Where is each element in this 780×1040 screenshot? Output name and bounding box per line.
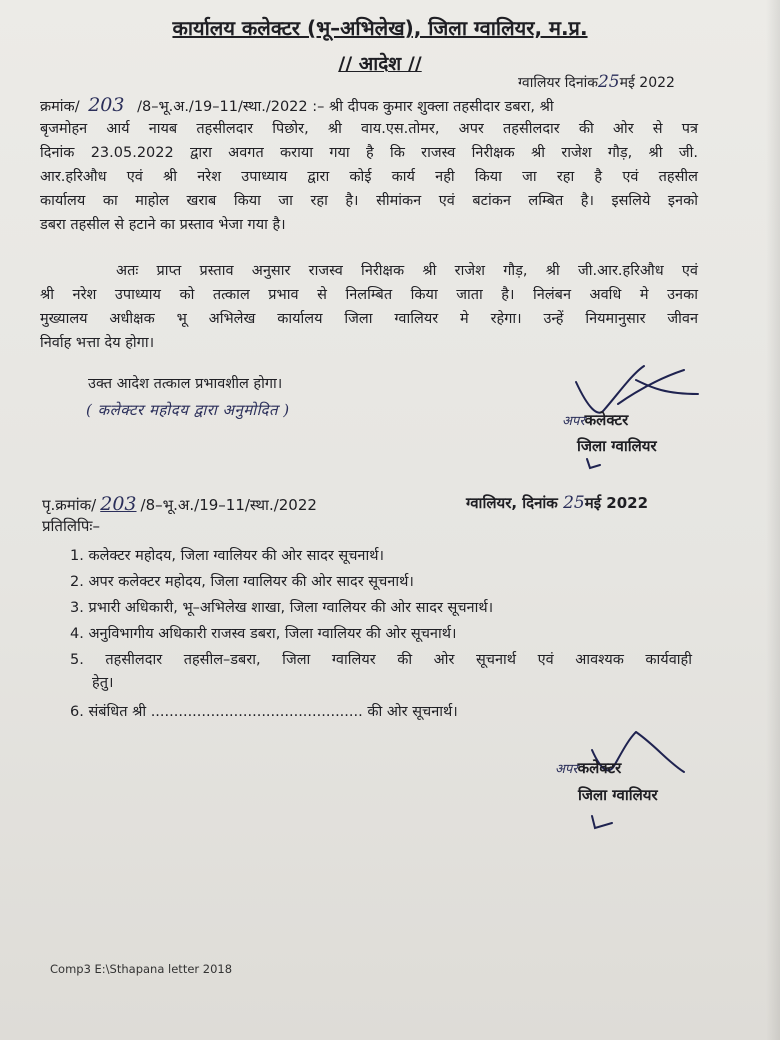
signature-1-prefix-handwritten: अपर bbox=[562, 414, 585, 429]
order-ref-label: क्रमांक/ bbox=[40, 99, 80, 115]
para1-line-1: :– श्री दीपक कुमार शुक्ला तहसीदार डबरा, श्री bbox=[312, 99, 554, 115]
copy-item-5-continued: हेतु। bbox=[92, 675, 114, 691]
handwritten-approval-note: ( कलेक्टर महोदय द्वारा अनुमोदित ) bbox=[86, 401, 290, 419]
signature-2-initial bbox=[588, 812, 618, 832]
order-ref-number-handwritten: 203 bbox=[88, 94, 125, 116]
para2-line-4: निर्वाह भत्ता देय होगा। bbox=[40, 335, 155, 351]
signature-1-title bbox=[562, 410, 628, 430]
signature-1-initial bbox=[584, 456, 604, 472]
para1-line-4: आर.हरिऔध एवं श्री नरेश उपाध्याय द्वारा कोई कार्य नही किया जा रहा है एवं तहसील bbox=[40, 169, 698, 185]
endorsement-date-prefix: ग्वालियर, दिनांक bbox=[466, 494, 558, 512]
endorsement-date bbox=[466, 493, 648, 513]
file-path-footer: Comp3 E:\Sthapana letter 2018 bbox=[50, 962, 233, 976]
order-date-handwritten: 25 bbox=[597, 72, 620, 92]
order-date-suffix: मई 2022 bbox=[619, 75, 675, 91]
order-title-text: // आदेश // bbox=[338, 53, 422, 75]
para2-line-1: अतः प्राप्त प्रस्ताव अनुसार राजस्व निरीक्षक श्री राजेश गौड़, श्री जी.आर.हरिऔध एवं bbox=[116, 263, 698, 279]
office-header-text: कार्यालय कलेक्टर (भू–अभिलेख), जिला ग्वालियर, म.प्र. bbox=[172, 16, 588, 40]
para1-line-6: डबरा तहसील से हटाने का प्रस्ताव भेजा गया है। bbox=[40, 217, 286, 233]
para2-line-2: श्री नरेश उपाध्याय को तत्काल प्रभाव से निलम्बित किया जाता है। निलंबन अवधि मे उनका bbox=[40, 287, 698, 303]
endorsement-ref-line bbox=[42, 493, 317, 515]
para1-line-5: कार्यालय का माहोल खराब किया जा रहा है। सीमांकन एवं बटांकन लम्बित है। इसलिये इनको bbox=[40, 193, 698, 209]
para1-line-2: बृजमोहन आर्य नायब तहसीलदार पिछोर, श्री वाय.एस.तोमर, अपर तहसीलदार की ओर से पत्र bbox=[40, 121, 698, 137]
endorsement-ref-number-handwritten: 203 bbox=[100, 493, 137, 515]
signature-2-district: जिला ग्वालियर bbox=[578, 786, 658, 804]
copy-item-4: 4. अनुविभागीय अधिकारी राजस्व डबरा, जिला ग्वालियर की ओर सूचनार्थ। bbox=[70, 626, 457, 642]
copy-item-1: 1. कलेक्टर महोदय, जिला ग्वालियर की ओर सादर सूचनार्थ। bbox=[70, 548, 384, 564]
order-ref-line bbox=[40, 93, 554, 119]
copy-item-3: 3. प्रभारी अधिकारी, भू–अभिलेख शाखा, जिला ग्वालियर की ओर सादर सूचनार्थ। bbox=[70, 600, 494, 616]
order-ref-rest: /8–भू.अ./19–11/स्था./2022 bbox=[137, 99, 308, 115]
copy-item-6: 6. संबंधित श्री .............................................. की ओर सूचनार्थ। bbox=[70, 704, 458, 720]
signature-1-district: जिला ग्वालियर bbox=[577, 437, 657, 455]
signature-2-title bbox=[555, 758, 621, 778]
endorsement-ref-label: पृ.क्रमांक/ bbox=[42, 496, 97, 514]
signature-1-designation: कलेक्टर bbox=[584, 411, 629, 429]
order-date bbox=[518, 72, 675, 92]
copy-to-label: प्रतिलिपिः– bbox=[42, 517, 100, 535]
endorsement-date-handwritten: 25 bbox=[563, 493, 585, 513]
signature-2-prefix-handwritten: अपर bbox=[555, 762, 578, 777]
para2-line-3: मुख्यालय अधीक्षक भू अभिलेख कार्यालय जिला ग्वालियर मे रहेगा। उन्हें नियमानुसार जीवन bbox=[40, 311, 698, 327]
order-date-prefix: ग्वालियर दिनांक bbox=[518, 75, 598, 91]
office-header bbox=[0, 14, 760, 41]
signature-2-designation: कलेक्टर bbox=[577, 759, 622, 777]
copy-item-2: 2. अपर कलेक्टर महोदय, जिला ग्वालियर की ओर सादर सूचनार्थ। bbox=[70, 574, 414, 590]
effective-note: उक्त आदेश तत्काल प्रभावशील होगा। bbox=[88, 376, 283, 392]
endorsement-ref-rest: /8–भू.अ./19–11/स्था./2022 bbox=[140, 496, 317, 514]
copy-item-5: 5. तहसीलदार तहसील–डबरा, जिला ग्वालियर की ओर सूचनार्थ एवं आवश्यक कार्यवाही bbox=[70, 652, 692, 668]
para1-line-3: दिनांक 23.05.2022 द्वारा अवगत कराया गया है कि राजस्व निरीक्षक श्री राजेश गौड़, श्री जी. bbox=[40, 145, 698, 161]
endorsement-date-suffix: मई 2022 bbox=[584, 494, 649, 512]
